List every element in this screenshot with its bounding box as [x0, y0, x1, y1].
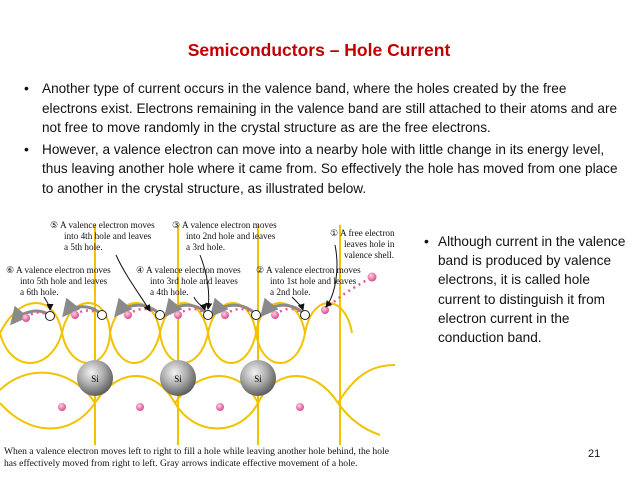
label-step-6: ⑥ A valence electron moves into 5th hole and leaves a 6th hole. [6, 265, 111, 297]
hole [98, 311, 107, 320]
bullet-hole-current: • Although current in the valence band is produced by valence electrons, it is called hole current to distinguish it from electron current in the conduction band. [424, 232, 629, 347]
electron [296, 403, 304, 411]
bond-orbit-line [338, 365, 395, 403]
label-step-1: ① A free electron leaves hole in valence shell. [330, 228, 395, 260]
bond-orbit-line [305, 303, 352, 333]
atom-label: Si [174, 374, 182, 384]
main-bullet-list [22, 79, 622, 200]
bond-orbit-line [0, 333, 62, 363]
hole [301, 311, 310, 320]
caption-line: When a valence electron moves left to right to fill a hole while leaving another hole behind, the hole [4, 446, 389, 457]
silicon-atom [77, 360, 113, 396]
hole [252, 311, 261, 320]
label-step-4: ④ A valence electron moves into 3rd hole and leaves a 4th hole. [136, 265, 241, 297]
side-bullet-list [424, 232, 629, 347]
bond-orbit-line [110, 333, 160, 363]
electron [71, 311, 79, 319]
page-number: 21 [588, 448, 601, 460]
caption-line: has effectively moved from right to left. Gray arrows indicate effective movement of a hole. [4, 458, 358, 469]
label-step-3: ③ A valence electron moves into 2nd hole and leaves a 3rd hole. [172, 220, 277, 252]
slide-title: Semiconductors – Hole Current [187, 40, 451, 60]
silicon-atoms [77, 360, 276, 396]
bullet-valence-band-current: • Another type of current occurs in the valence band, where the holes created by the free electrons exist. Electrons remaining in the valence band are still attached to their atoms and are not free to move randomly in the crystal structure as are the free electrons. [22, 79, 622, 138]
hole [156, 311, 165, 320]
electron [22, 314, 30, 322]
bond-orbit-line [208, 333, 256, 363]
electron [124, 311, 132, 319]
silicon-atom [240, 360, 276, 396]
electron [321, 306, 329, 314]
bullet-hole-movement: • However, a valence electron can move into a nearby hole with little change in its energy level, thus leaving another hole where it came from. So effectively the hole has moved from one place to another in the crystal structure, as illustrated below. [22, 140, 622, 199]
hole-current-diagram [0, 215, 420, 445]
silicon-atom [160, 360, 196, 396]
free-electron [368, 273, 377, 282]
electron [174, 311, 182, 319]
electron [216, 403, 224, 411]
label-step-5: ⑤ A valence electron moves into 4th hole and leaves a 5th hole. [50, 220, 155, 252]
atom-label: Si [91, 374, 99, 384]
electron [136, 403, 144, 411]
label-step-2: ② A valence electron moves into 1st hole and leaves a 2nd hole. [256, 265, 361, 297]
hole [204, 311, 213, 320]
electron [271, 311, 279, 319]
electron [221, 311, 229, 319]
atom-label: Si [254, 374, 262, 384]
figure-caption [4, 446, 424, 470]
electron [58, 403, 66, 411]
hole [46, 312, 55, 321]
